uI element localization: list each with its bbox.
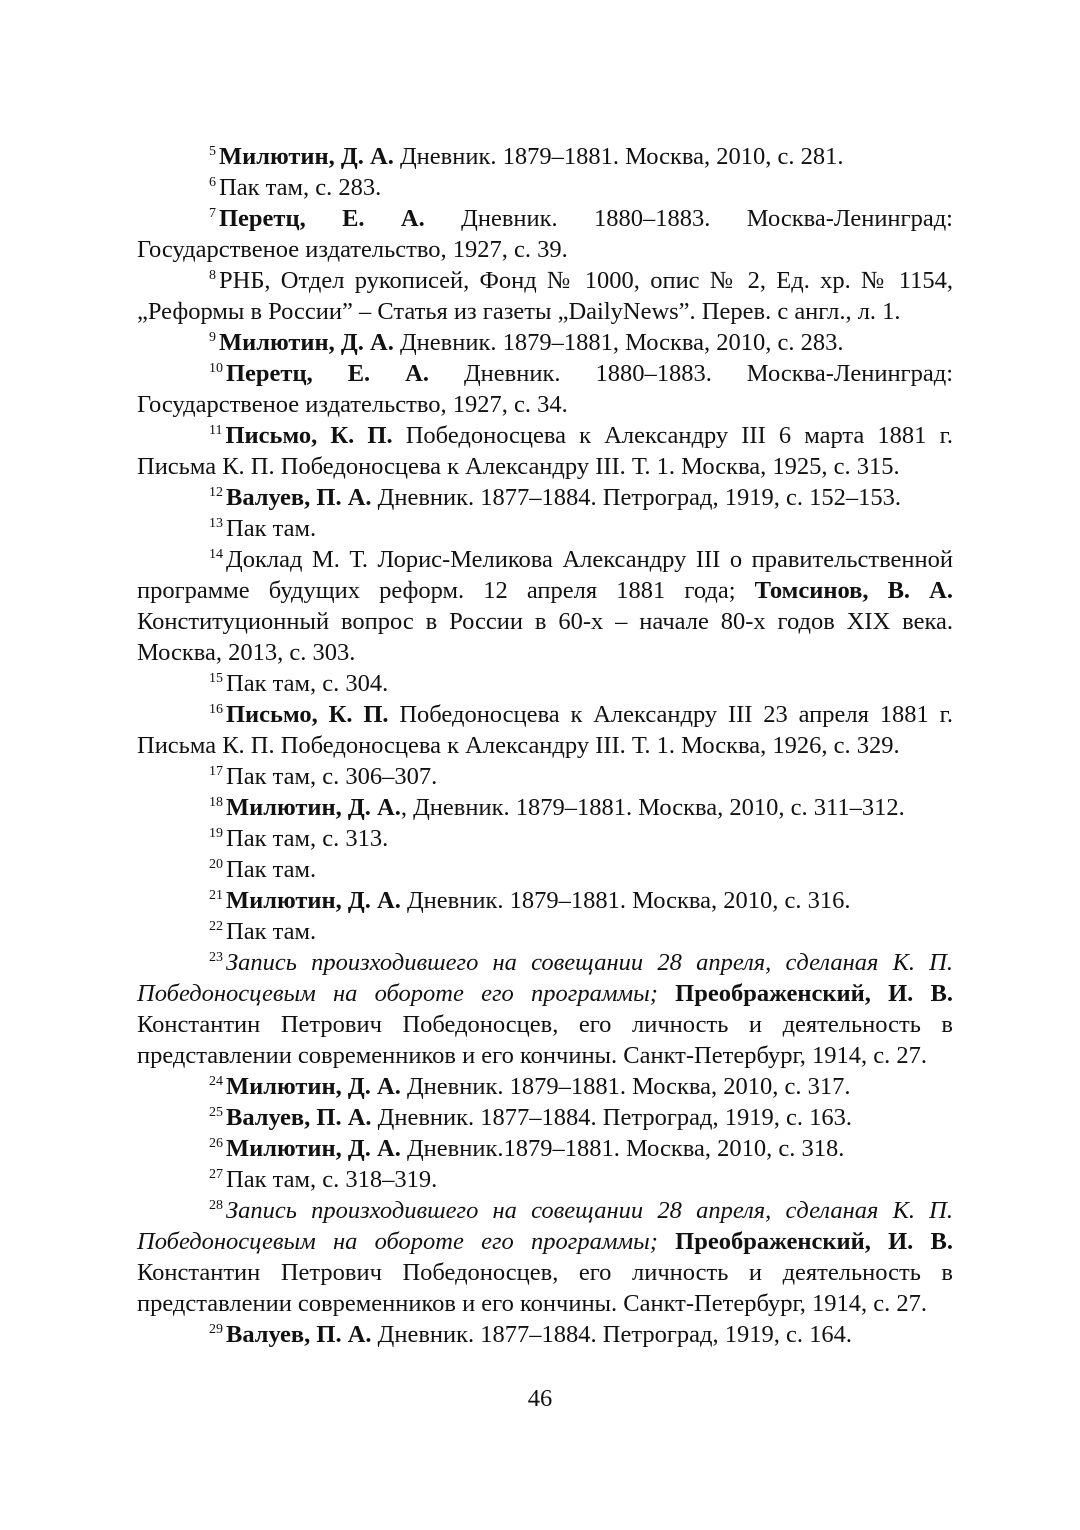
footnote-text: Дневник. 1880–1883. Москва-Ленинград: Государственое издательство, 1927, с. 39. bbox=[137, 205, 953, 263]
footnote-text: Пак там. bbox=[226, 856, 317, 883]
author-name: Преображенский, И. В. bbox=[675, 980, 953, 1007]
footnote-number: 27 bbox=[209, 1167, 223, 1182]
footnote-17 bbox=[137, 761, 953, 792]
footnote-number: 6 bbox=[209, 175, 216, 190]
author-name: Письмо, К. П. bbox=[226, 701, 389, 728]
footnote-6 bbox=[137, 172, 953, 203]
footnote-text: Дневник. 1879–1881, Москва, 2010, с. 283. bbox=[393, 329, 844, 356]
author-name: Милютин, Д. А. bbox=[226, 887, 401, 914]
footnote-number: 26 bbox=[209, 1136, 223, 1151]
footnote-11 bbox=[137, 420, 953, 482]
author-name: Томсинов, В. А. bbox=[754, 577, 953, 604]
footnote-number: 9 bbox=[209, 330, 216, 345]
author-name: Милютин, Д. А. bbox=[226, 794, 401, 821]
footnote-number: 22 bbox=[209, 919, 223, 934]
footnote-text: Пак там, с. 306–307. bbox=[226, 763, 438, 790]
footnote-10 bbox=[137, 358, 953, 420]
footnote-number: 12 bbox=[209, 485, 223, 500]
author-name: Валуев, П. А. bbox=[226, 1321, 372, 1348]
footnote-text: Дневник. 1877–1884. Петроград, 1919, с. 163. bbox=[371, 1104, 853, 1131]
footnote-24 bbox=[137, 1071, 953, 1102]
italic-title: Запись произходившего на совещании 28 апреля, сделаная К. П. Победоносцевым на обороте его программы; bbox=[137, 1197, 953, 1255]
footnote-18 bbox=[137, 792, 953, 823]
footnote-22 bbox=[137, 916, 953, 947]
footnote-text: Дневник. 1877–1884. Петроград, 1919, с. 164. bbox=[371, 1321, 853, 1348]
footnote-number: 13 bbox=[209, 516, 223, 531]
author-name: Валуев, П. А. bbox=[226, 484, 372, 511]
footnote-26 bbox=[137, 1133, 953, 1164]
page-number: 46 bbox=[527, 1385, 553, 1412]
footnote-number: 17 bbox=[209, 764, 223, 779]
footnote-number: 10 bbox=[209, 361, 223, 376]
footnote-19 bbox=[137, 823, 953, 854]
footnote-text: , Дневник. 1879–1881. Москва, 2010, с. 311–312. bbox=[400, 794, 905, 821]
footnotes-container bbox=[137, 141, 953, 1350]
author-name: Милютин, Д. А. bbox=[226, 1135, 401, 1162]
footnote-text: Дневник. 1879–1881. Москва, 2010, с. 317. bbox=[400, 1073, 851, 1100]
footnote-number: 19 bbox=[209, 826, 223, 841]
author-name: Валуев, П. А. bbox=[226, 1104, 372, 1131]
footnotes-list bbox=[137, 141, 953, 1350]
footnote-number: 14 bbox=[209, 547, 223, 562]
footnote-text: Дневник. 1880–1883. Москва-Ленинград: Государственое издательство, 1927, с. 34. bbox=[137, 360, 953, 418]
footnote-8 bbox=[137, 265, 953, 327]
footnote-text: Дневник. 1879–1881. Москва, 2010, с. 281. bbox=[393, 143, 844, 170]
footnote-text bbox=[658, 1228, 675, 1255]
footnote-number: 29 bbox=[209, 1322, 223, 1337]
author-name: Милютин, Д. А. bbox=[219, 143, 394, 170]
footnote-9 bbox=[137, 327, 953, 358]
footnote-20 bbox=[137, 854, 953, 885]
footnote-5 bbox=[137, 141, 953, 172]
footnote-text: Победоносцева к Александру III 23 апреля 1881 г. Письма К. П. Победоносцева к Александру III. Т. 1. Москва, 1926, с. 329. bbox=[137, 701, 953, 759]
footnote-25 bbox=[137, 1102, 953, 1133]
footnote-15 bbox=[137, 668, 953, 699]
footnote-number: 16 bbox=[209, 702, 223, 717]
footnote-number: 20 bbox=[209, 857, 223, 872]
footnote-text: Конституционный вопрос в России в 60-х – начале 80-х годов XIX века. Москва, 2013, с. 303. bbox=[137, 608, 953, 666]
footnote-text: Доклад М. Т. Лорис-Меликова Александру III о правительственной программе будущих реформ. 12 апреля 1881 года; bbox=[137, 546, 953, 604]
footnote-text: Дневник. 1879–1881. Москва, 2010, с. 316. bbox=[400, 887, 851, 914]
author-name: Письмо, К. П. bbox=[225, 422, 393, 449]
footnote-number: 11 bbox=[209, 423, 223, 438]
footnote-text bbox=[658, 980, 675, 1007]
author-name: Милютин, Д. А. bbox=[219, 329, 394, 356]
footnote-21 bbox=[137, 885, 953, 916]
footnote-text: Константин Петрович Победоносцев, его личность и деятельность в представлении современников и его кончины. Санкт-Петербург, 1914, с. 27. bbox=[137, 1259, 953, 1317]
footnote-number: 28 bbox=[209, 1198, 223, 1213]
author-name: Перетц, Е. А. bbox=[226, 360, 429, 387]
author-name: Перетц, Е. А. bbox=[219, 205, 425, 232]
footnote-7 bbox=[137, 203, 953, 265]
footnote-27 bbox=[137, 1164, 953, 1195]
footnote-number: 23 bbox=[209, 950, 223, 965]
author-name: Преображенский, И. В. bbox=[675, 1228, 953, 1255]
footnote-number: 25 bbox=[209, 1105, 223, 1120]
footnote-number: 7 bbox=[209, 206, 216, 221]
footnote-16 bbox=[137, 699, 953, 761]
footnote-13 bbox=[137, 513, 953, 544]
footnote-text: Победоносцева к Александру III 6 марта 1881 г. Письма К. П. Победоносцева к Александру III. Т. 1. Москва, 1925, с. 315. bbox=[137, 422, 953, 480]
footnote-text: Дневник. 1877–1884. Петроград, 1919, с. 152–153. bbox=[371, 484, 902, 511]
footnote-text: РНБ, Отдел рукописей, Фонд № 1000, опис № 2, Ед. хр. № 1154, „Реформы в России” – Статья из газеты „DailyNews”. Перев. с англ., л. 1. bbox=[137, 267, 953, 325]
footnote-number: 18 bbox=[209, 795, 223, 810]
footnote-text: Дневник.1879–1881. Москва, 2010, с. 318. bbox=[400, 1135, 845, 1162]
footnote-number: 8 bbox=[209, 268, 216, 283]
footnote-14 bbox=[137, 544, 953, 668]
footnote-text: Пак там, с. 283. bbox=[219, 174, 382, 201]
footnote-text: Пак там, с. 313. bbox=[226, 825, 389, 852]
footnote-text: Пак там, с. 304. bbox=[226, 670, 389, 697]
author-name: Милютин, Д. А. bbox=[226, 1073, 401, 1100]
footnote-number: 5 bbox=[209, 144, 216, 159]
italic-title: Запись произходившего на совещании 28 апреля, сделаная К. П. Победоносцевым на обороте его программы; bbox=[137, 949, 953, 1007]
footnote-23 bbox=[137, 947, 953, 1071]
footnote-text: Константин Петрович Победоносцев, его личность и деятельность в представлении современников и его кончины. Санкт-Петербург, 1914, с. 27. bbox=[137, 1011, 953, 1069]
footnote-number: 21 bbox=[209, 888, 223, 903]
footnote-29 bbox=[137, 1319, 953, 1350]
footnote-12 bbox=[137, 482, 953, 513]
footnote-number: 15 bbox=[209, 671, 223, 686]
footnote-text: Пак там. bbox=[226, 515, 317, 542]
footnote-28 bbox=[137, 1195, 953, 1319]
footnote-text: Пак там. bbox=[226, 918, 317, 945]
footnote-number: 24 bbox=[209, 1074, 223, 1089]
footnote-text: Пак там, с. 318–319. bbox=[226, 1166, 438, 1193]
